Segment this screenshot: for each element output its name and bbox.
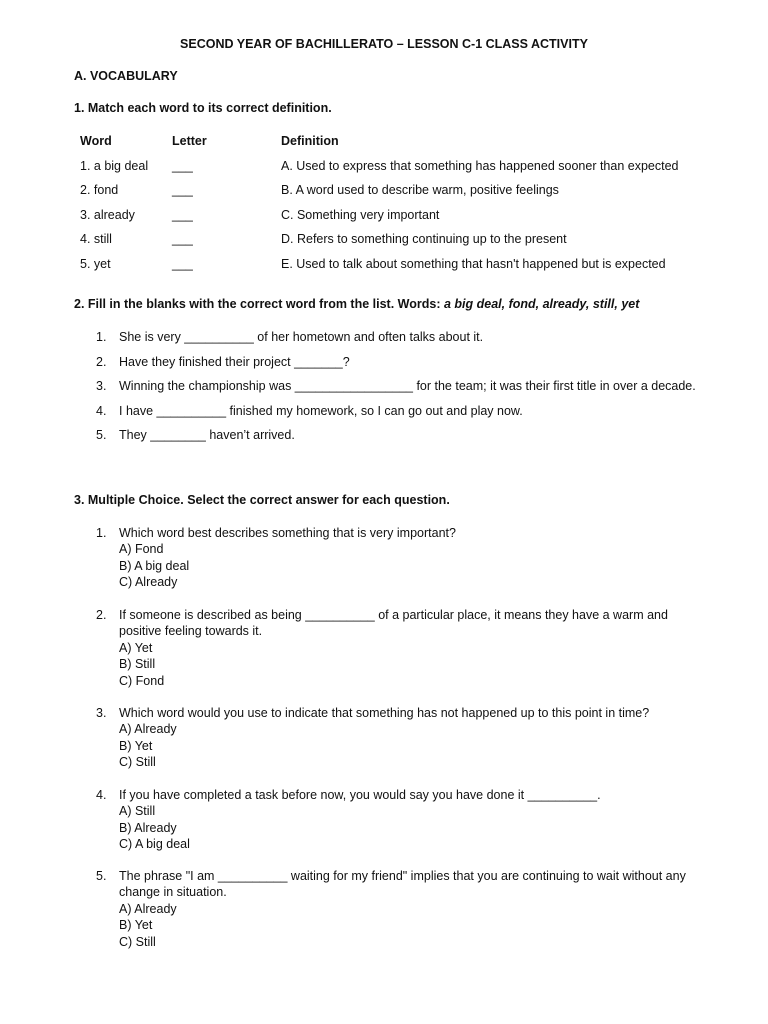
mc-question: [96, 705, 696, 771]
option-c: C) Still: [119, 755, 156, 770]
word-cell: 5. yet: [80, 256, 111, 271]
letter-blank: ___: [172, 158, 193, 173]
option-b: B) A big deal: [119, 558, 190, 573]
option-a: A) Yet: [119, 640, 153, 655]
item-number: 3.: [96, 379, 107, 393]
item-number: 4.: [96, 403, 107, 418]
question-text: If you have completed a task before now, you would say you have done it __________.: [119, 788, 601, 802]
option-c: C) Already: [119, 575, 178, 590]
item-text: Have they finished their project _______?: [119, 354, 350, 369]
q2-heading: [74, 297, 639, 311]
option-a: A) Fond: [119, 542, 164, 557]
q1-heading: 1. Match each word to its correct definition.: [74, 101, 332, 115]
vocab-table: [80, 130, 720, 277]
header-definition: Definition: [281, 134, 339, 148]
list-item: [96, 325, 696, 350]
page-title: SECOND YEAR OF BACHILLERATO – LESSON C-1 CLASS ACTIVITY: [180, 37, 588, 51]
q2-word-list: a big deal, fond, already, still, yet: [443, 297, 640, 311]
question-number: 2.: [96, 608, 107, 622]
word-cell: 2. fond: [80, 183, 119, 197]
list-item: [96, 374, 696, 399]
header-letter: Letter: [172, 134, 207, 148]
question-text: If someone is described as being __________ of a particular place, it means they have a warm and positive feeling towards it.: [119, 608, 668, 639]
option-a: A) Still: [119, 804, 156, 819]
item-number: 2.: [96, 354, 107, 369]
definition-cell: E. Used to talk about something that hasn't happened but is expected: [281, 256, 666, 271]
list-item: [96, 423, 696, 448]
option-c: C) Fond: [119, 673, 165, 688]
item-text: I have __________ finished my homework, so I can go out and play now.: [119, 403, 523, 418]
option-b: B) Already: [119, 820, 177, 835]
letter-blank: ___: [172, 232, 193, 246]
item-text: Winning the championship was _________________ for the team; it was their first title in over a decade.: [119, 379, 696, 393]
definition-cell: D. Refers to something continuing up to the present: [281, 232, 567, 246]
vocab-header-row: [80, 130, 720, 155]
question-text: Which word would you use to indicate that something has not happened up to this point in time?: [119, 706, 650, 720]
question-text: Which word best describes something that is very important?: [119, 526, 456, 540]
option-c: C) Still: [119, 934, 156, 949]
q2-heading-text: 2. Fill in the blanks with the correct word from the list. Words:: [74, 297, 441, 311]
word-cell: 3. already: [80, 207, 135, 222]
option-b: B) Yet: [119, 918, 153, 933]
item-text: They ________ haven’t arrived.: [119, 428, 295, 442]
list-item: [96, 399, 696, 424]
option-b: B) Still: [119, 657, 156, 672]
item-number: 5.: [96, 428, 107, 442]
item-number: 1.: [96, 330, 107, 344]
option-b: B) Yet: [119, 738, 153, 753]
mc-question: [96, 607, 696, 689]
table-row: [80, 228, 720, 253]
question-number: 4.: [96, 788, 107, 802]
fill-in-list: [96, 325, 696, 448]
q3-heading: 3. Multiple Choice. Select the correct answer for each question.: [74, 493, 450, 507]
table-row: [80, 204, 720, 229]
table-row: [80, 155, 720, 180]
mc-question: [96, 787, 696, 853]
definition-cell: C. Something very important: [281, 207, 440, 222]
list-item: [96, 350, 696, 375]
option-a: A) Already: [119, 901, 177, 916]
question-number: 1.: [96, 526, 107, 540]
question-text: The phrase "I am __________ waiting for my friend" implies that you are continuing to wait without any change in situation.: [119, 869, 686, 900]
word-cell: 4. still: [80, 232, 112, 246]
word-cell: 1. a big deal: [80, 158, 149, 173]
table-row: [80, 179, 720, 204]
definition-cell: A. Used to express that something has happened sooner than expected: [281, 158, 679, 173]
definition-cell: B. A word used to describe warm, positive feelings: [281, 183, 559, 197]
mc-question: [96, 525, 696, 591]
letter-blank: ___: [172, 207, 193, 222]
option-c: C) A big deal: [119, 837, 190, 852]
table-row: [80, 253, 720, 278]
mc-question: [96, 868, 696, 950]
question-number: 5.: [96, 869, 107, 883]
letter-blank: ___: [172, 183, 193, 197]
option-a: A) Already: [119, 722, 177, 737]
item-text: She is very __________ of her hometown and often talks about it.: [119, 330, 484, 344]
letter-blank: ___: [172, 256, 193, 271]
question-number: 3.: [96, 706, 107, 720]
section-a-heading: A. VOCABULARY: [74, 69, 178, 83]
header-word: Word: [80, 134, 112, 148]
